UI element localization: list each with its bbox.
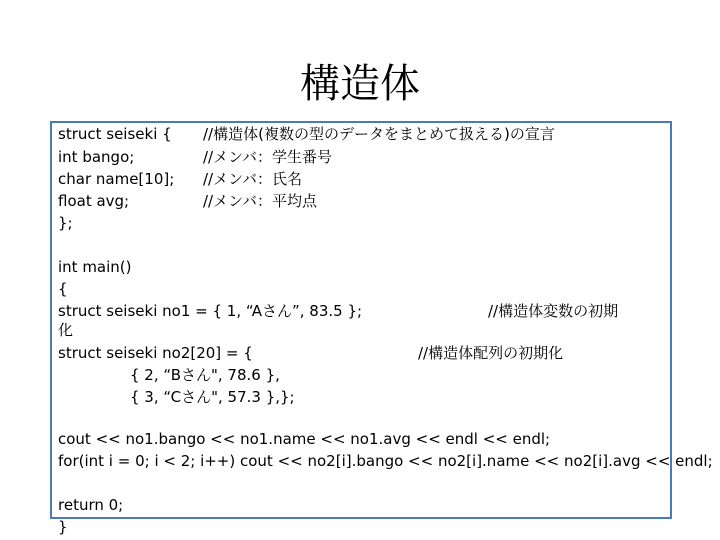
comment-member-name: //メンバ：氏名 <box>203 170 303 188</box>
code-line-main: int main() <box>58 258 132 276</box>
code-line-no2-init: struct seiseki no2[20] = { <box>58 344 253 362</box>
code-line-member-bango: int bango; <box>58 148 135 166</box>
slide-title: 構造体 <box>300 61 420 107</box>
comment-struct-array-init: //構造体配列の初期化 <box>418 344 564 362</box>
comment-struct-decl: //構造体(複数の型のデータをまとめて扱える)の宣言 <box>203 125 555 143</box>
comment-member-bango: //メンバ：学生番号 <box>203 148 333 166</box>
code-line-member-avg: float avg; <box>58 192 130 210</box>
code-line-for-cout-no2: for(int i = 0; i < 2; i++) cout << no2[i].bango << no2[i].name << no2[i].avg << endl; <box>58 452 713 470</box>
code-line-wrap-fragment: 化 <box>58 321 74 339</box>
code-line-struct-open: struct seiseki { <box>58 125 172 143</box>
code-line-no2-elem-c: { 3, “Cさん", 57.3 },}; <box>130 388 295 406</box>
comment-struct-var-init: //構造体変数の初期 <box>488 302 619 320</box>
code-line-member-name: char name[10]; <box>58 170 175 188</box>
code-line-struct-close: }; <box>58 214 73 232</box>
code-line-cout-no1: cout << no1.bango << no1.name << no1.avg << endl << endl; <box>58 430 551 448</box>
code-line-brace-close: } <box>58 518 68 536</box>
code-line-no2-elem-b: { 2, “Bさん", 78.6 }, <box>130 366 280 384</box>
comment-member-avg: //メンバ：平均点 <box>203 192 318 210</box>
code-line-return: return 0; <box>58 496 124 514</box>
code-line-no1-init: struct seiseki no1 = { 1, “Aさん”, 83.5 }; <box>58 302 363 320</box>
code-line-brace-open: { <box>58 280 68 298</box>
